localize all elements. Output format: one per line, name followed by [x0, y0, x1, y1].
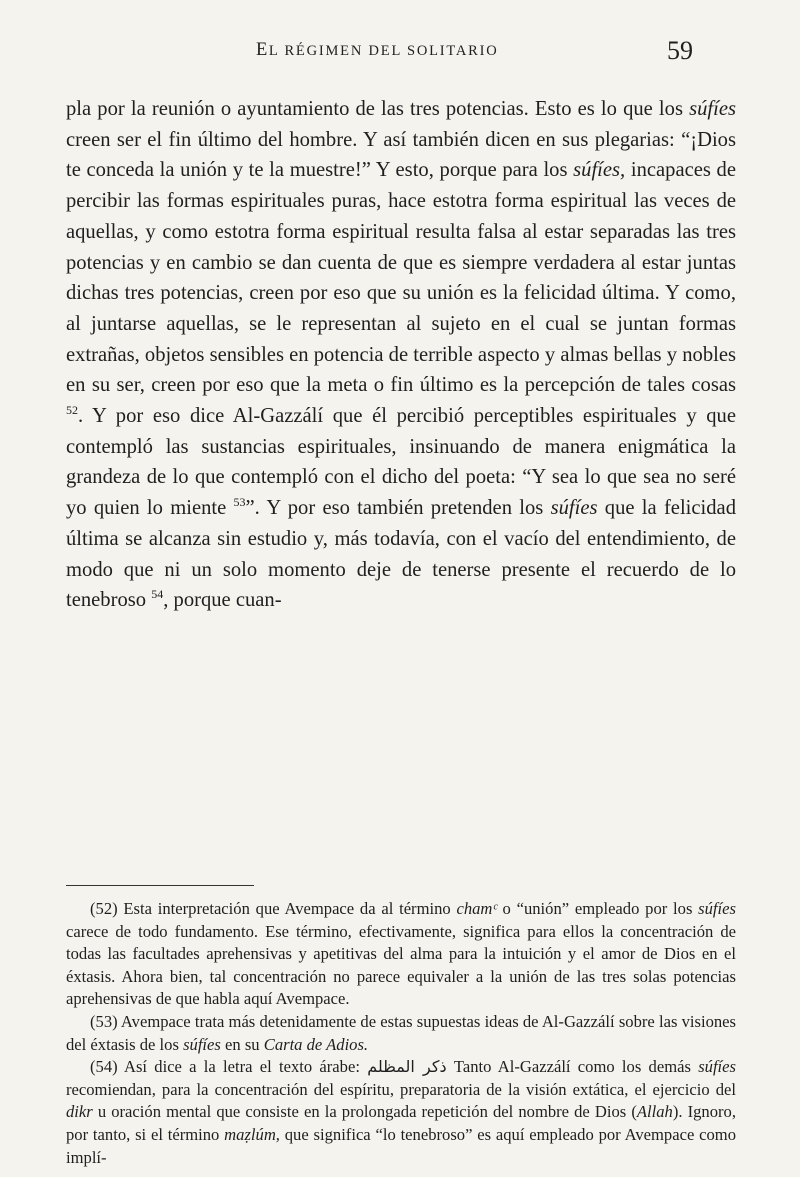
footnote-52: (52) Esta interpretación que Avempace da al término chamᶜ o “unión” empleado por los súfíes carece de todo fundamento. Ese término, efectivamente, significa para ellos la concentración de todas las facultades aprehensivas y apetitivas del alma para la intuición y el amor de Dios en el éxtasis. Ahora bien, tal concentración no parece equivaler a la unión de las tres solas potencias aprehensivas de que habla aquí Avempace.: [66, 899, 736, 1009]
running-head: [0, 36, 800, 76]
footnote-rule: [66, 885, 254, 886]
footnotes: [66, 898, 736, 1169]
body-paragraph: pla por la reunión o ayuntamiento de las tres potencias. Esto es lo que los súfíes creen ser el fin último del hombre. Y así también dicen en sus plegarias: “¡Dios te conceda la unión y te la muestre!” Y esto, porque para los súfíes, incapaces de percibir las formas espirituales puras, hace estotra forma espiritual las veces de aquellas, y como estotra forma espiritual resulta falsa al estar separadas las tres potencias y en cambio se dan cuenta de que es siempre verdadera al estar juntas dichas tres potencias, creen por eso que su unión es la felicidad última. Y como, al juntarse aquellas, se le representan al sujeto en el cual se juntan formas extrañas, objetos sensibles en potencia de terrible aspecto y almas bellas y nobles en su ser, creen por eso que la meta o fin último es la percepción de tales cosas $^{52}$. Y por eso dice Al-Gazzálí que él percibió perceptibles espirituales y que contempló las sustancias espirituales, insinuando de manera enigmática la grandeza de lo que contempló con el dicho del poeta: “Y sea lo que sea no seré yo quien lo miente $^{53}$”. Y por eso también pretenden los súfíes que la felicidad última se alcanza sin estudio y, más todavía, con el vacío del entendimiento, de modo que ni un solo momento deje de tenerse presente el recuerdo de lo tenebroso $^{54}$, porque cuan-: [66, 98, 736, 612]
footnote-ref-54: 54: [151, 587, 164, 602]
footnote-ref-53: 53: [233, 495, 246, 510]
running-title: EL RÉGIMEN DEL SOLITARIO: [256, 40, 499, 60]
arabic-text: ذكر المظلم: [367, 1057, 447, 1077]
footnote-54: (54) Así dice a la letra el texto árabe: ذكر المظلم Tanto Al-Gazzálí como los demás súfíes recomiendan, para la concentración del espíritu, preparatoria de la visión extática, el ejercicio del dikr u oración mental que consiste en la prolongada repetición del nombre de Dios (Allah). Ignoro, por tanto, si el término maẓlúm, que significa “lo tenebroso” es aquí empleado por Avempace como implí-: [66, 1057, 736, 1167]
body-text: [66, 94, 736, 616]
footnote-ref-52: 52: [66, 403, 78, 418]
footnote-53: (53) Avempace trata más detenidamente de estas supuestas ideas de Al-Gazzálí sobre las visiones del éxtasis de los súfíes en su Carta de Adios.: [66, 1011, 736, 1054]
page-number: 59: [667, 36, 693, 65]
